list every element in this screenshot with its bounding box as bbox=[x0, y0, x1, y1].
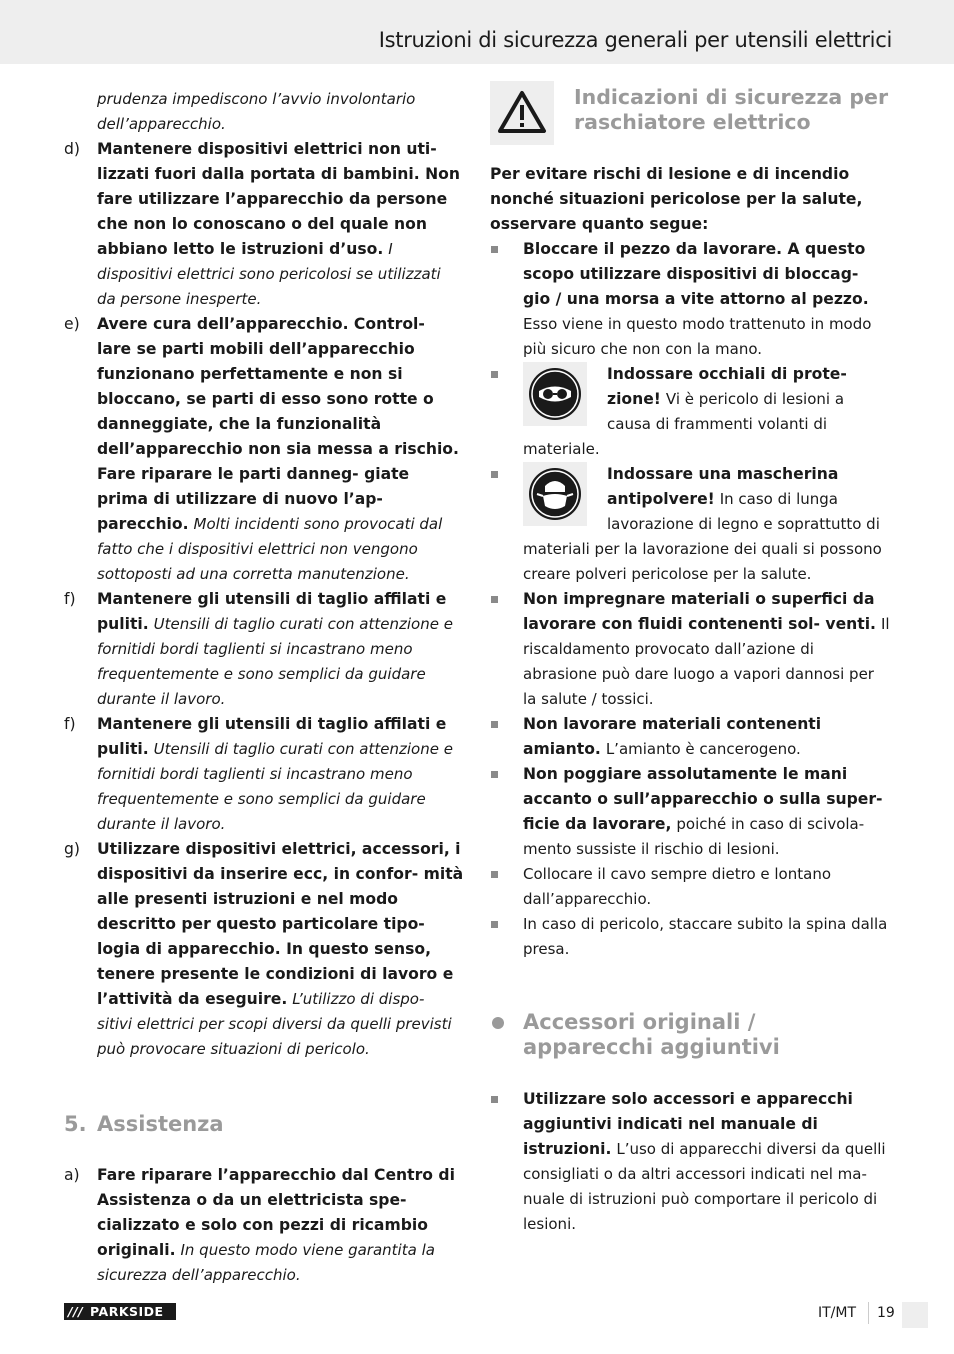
warning-triangle-icon bbox=[490, 81, 554, 145]
left-item-list bbox=[64, 137, 464, 1062]
bullet-bold-text: Bloccare il pezzo da lavorare. A questo scopo utilizzare dispositivi di bloccag- gio / una morsa a vite attorno al pezzo. bbox=[523, 240, 869, 308]
item-text: Utensili di taglio curati con attenzione e fornitidi bordi taglienti si incastrano meno frequentemente e sono semplici da guidare durante il lavoro. bbox=[97, 740, 453, 833]
spacer bbox=[64, 1062, 464, 1112]
item-bold-text: Mantenere dispositivi elettrici non uti- lizzati fuori dalla portata di bambini. Non fare utilizzare l’apparecchio da persone che non lo conoscano o del quale non abbiano letto le istruzioni d’uso. bbox=[97, 140, 460, 258]
item-bold-text: Mantenere gli utensili di taglio affilati e puliti. bbox=[97, 590, 447, 633]
bullet-item bbox=[490, 362, 890, 462]
bullet-square-icon bbox=[491, 1096, 498, 1103]
lead-paragraph: Per evitare rischi di lesione e di incendio nonché situazioni pericolose per la salute, osservare quanto segue: bbox=[490, 165, 863, 233]
bullet-item bbox=[490, 587, 890, 712]
item-bold-text: Utilizzare dispositivi elettrici, accessori, i dispositivi da inserire ecc, in confor- mità alle presenti istruzioni e nel modo descritto per questo particolare tipo- logia di apparecchio. In questo senso, tenere presente le condizioni di lavoro e l’attività da eseguire. bbox=[97, 840, 464, 1008]
bullet-item bbox=[490, 1087, 890, 1237]
list-item bbox=[64, 137, 464, 312]
item-text: In questo modo viene garantita la sicurezza dell’apparecchio. bbox=[97, 1241, 435, 1284]
bullet-text: Il riscaldamento provocato dall’azione di abrasione può dare luogo a vapori dannosi per la salute / tossici. bbox=[523, 615, 890, 708]
bullet-text: Esso viene in questo modo trattenuto in modo più sicuro che non con la mano. bbox=[523, 315, 872, 358]
spacer bbox=[490, 962, 890, 1010]
list-item bbox=[64, 837, 464, 1062]
list-item bbox=[64, 1163, 464, 1288]
section-number: 5. bbox=[64, 1112, 87, 1136]
spacer bbox=[490, 1060, 890, 1087]
safety-goggles-icon-graphic bbox=[527, 366, 583, 422]
bullet-bold-text: Utilizzare solo accessori e apparecchi aggiuntivi indicati nel manuale di istruzioni. bbox=[523, 1090, 853, 1158]
bullet-item bbox=[490, 712, 890, 762]
page-number: 19 bbox=[877, 1305, 895, 1321]
bullet-square-icon bbox=[491, 721, 498, 728]
item-text: Molti incidenti sono provocati dal fatto che i dispositivi elettrici non vengono sottoposti ad una corretta manutenzione. bbox=[97, 515, 443, 583]
item-marker: e) bbox=[64, 315, 80, 333]
bullet-text: Vi è pericolo di lesioni a causa di frammenti volanti di materiale. bbox=[523, 390, 845, 458]
spacer bbox=[64, 1137, 464, 1163]
item-marker: g) bbox=[64, 840, 80, 858]
item-bold-text: Fare riparare l’apparecchio dal Centro di Assistenza o da un elettricista spe- cializzato e solo con pezzi di ricambio originali. bbox=[97, 1166, 455, 1259]
bullet-bold-text: Non poggiare assolutamente le mani accanto o sull’apparecchio o sulla super- ficie da lavorare, bbox=[523, 765, 883, 833]
safety-goggles-icon bbox=[523, 362, 587, 426]
bullet-item bbox=[490, 862, 890, 912]
bullet-square-icon bbox=[491, 771, 498, 778]
spacer bbox=[490, 153, 890, 162]
bullet-bold-text: Indossare occhiali di prote- zione! bbox=[607, 365, 847, 408]
item-text: L’utilizzo di dispo- sitivi elettrici per scopi diversi da quelli previsti può provocare situazioni di pericolo. bbox=[97, 990, 452, 1058]
bullet-square-icon bbox=[491, 371, 498, 378]
bullet-bold-text: Non lavorare materiali contenenti amianto. bbox=[523, 715, 822, 758]
item-text: I dispositivi elettrici sono pericolosi se utilizzati da persone inesperte. bbox=[97, 240, 441, 308]
accessories-item-list bbox=[490, 1087, 890, 1237]
assistenza-item-list bbox=[64, 1163, 464, 1288]
parkside-logo: /// PARKSIDE bbox=[64, 1303, 176, 1320]
bullet-text: In caso di pericolo, staccare subito la spina dalla presa. bbox=[523, 915, 888, 958]
accessories-title: Accessori originali / apparecchi aggiuntivi bbox=[523, 1010, 780, 1059]
list-item bbox=[64, 312, 464, 587]
accessories-heading bbox=[490, 1010, 890, 1060]
warning-title: Indicazioni di sicurezza per raschiatore elettrico bbox=[574, 85, 889, 134]
item-marker: a) bbox=[64, 1166, 80, 1184]
left-column bbox=[64, 87, 464, 1288]
bullet-square-icon bbox=[491, 871, 498, 878]
bullet-dot-icon bbox=[492, 1017, 504, 1029]
item-marker: f) bbox=[64, 715, 76, 733]
item-bold-text: Avere cura dell’apparecchio. Control- lare se parti mobili dell’apparecchio funzionano perfettamente e non si bloccano, se parti di esso sono rotte o danneggiate, che la funzionalità dell’apparecchio non sia messa a rischio. Fare riparare le parti danneg- giate prima di utilizzare di nuovo l’ap- parecchio. bbox=[97, 315, 459, 533]
footer-marker bbox=[902, 1302, 928, 1328]
bullet-item bbox=[490, 462, 890, 587]
bullet-square-icon bbox=[491, 246, 498, 253]
section-title: Assistenza bbox=[97, 1112, 224, 1136]
list-item bbox=[64, 712, 464, 837]
bullet-text: Collocare il cavo sempre dietro e lontano dall’apparecchio. bbox=[523, 865, 831, 908]
bullet-text: L’uso di apparecchi diversi da quelli consigliati o da altri accessori indicati nel ma- nuale di istruzioni può comportare il pericolo di lesioni. bbox=[523, 1140, 886, 1233]
right-column bbox=[490, 87, 890, 1237]
bullet-item bbox=[490, 237, 890, 362]
list-item bbox=[64, 587, 464, 712]
page-header-title: Istruzioni di sicurezza generali per utensili elettrici bbox=[378, 28, 892, 52]
item-marker: f) bbox=[64, 590, 76, 608]
dust-mask-icon-graphic bbox=[527, 466, 583, 522]
bullet-text: poiché in caso di scivola- mento sussiste il rischio di lesioni. bbox=[523, 815, 865, 858]
bullet-item bbox=[490, 912, 890, 962]
bullet-text: L’amianto è cancerogeno. bbox=[605, 740, 801, 758]
logo-stripes-icon: /// bbox=[68, 1304, 84, 1319]
footer-language: IT/MT bbox=[818, 1305, 857, 1321]
item-text: Utensili di taglio curati con attenzione e fornitidi bordi taglienti si incastrano meno frequentemente e sono semplici da guidare durante il lavoro. bbox=[97, 615, 453, 708]
item-marker: d) bbox=[64, 140, 80, 158]
footer-divider bbox=[868, 1302, 869, 1324]
bullet-square-icon bbox=[491, 471, 498, 478]
section-heading-assistenza bbox=[64, 1112, 464, 1137]
dust-mask-icon bbox=[523, 462, 587, 526]
safety-bullet-list bbox=[490, 237, 890, 962]
bullet-item bbox=[490, 762, 890, 862]
bullet-bold-text: Non impregnare materiali o superfici da lavorare con fluidi contenenti sol- venti. bbox=[523, 590, 876, 633]
bullet-bold-text: Indossare una mascherina antipolvere! bbox=[607, 465, 839, 508]
intro-text: prudenza impediscono l’avvio involontario dell’apparecchio. bbox=[97, 90, 416, 133]
warning-header bbox=[490, 87, 890, 153]
bullet-square-icon bbox=[491, 921, 498, 928]
bullet-square-icon bbox=[491, 596, 498, 603]
bullet-text: In caso di lunga lavorazione di legno e soprattutto di materiali per la lavorazione dei quali si possono creare polveri pericolose per la salute. bbox=[523, 490, 882, 583]
item-bold-text: Mantenere gli utensili di taglio affilati e puliti. bbox=[97, 715, 447, 758]
